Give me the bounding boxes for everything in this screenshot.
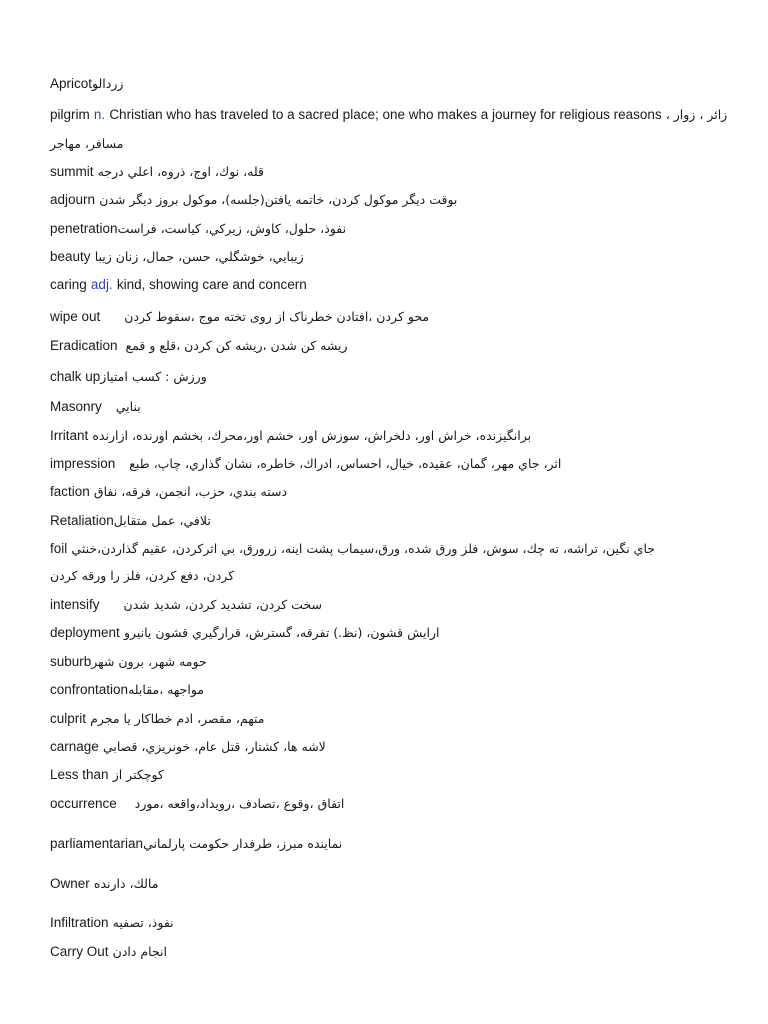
term: suburb (50, 654, 92, 669)
term: caring (50, 277, 87, 292)
term: carnage (50, 739, 99, 754)
entry-suburb (50, 654, 207, 671)
term: Carry Out (50, 944, 109, 959)
entry-carnage (50, 739, 326, 756)
translation: جاي نگين، تراشه، ته چك، سوش، فلز ورق شده، ورق،سيماب پشت اينه، زرورق، بي اثركردن، عقيم گذاردن،خنثي (71, 541, 655, 556)
term: adjourn (50, 192, 96, 207)
translation: نفوذ، حلول، كاوش، زيركي، كياست، فراست (117, 221, 347, 236)
entry-adjourn (50, 192, 457, 209)
term: beauty (50, 249, 91, 264)
translation: مواجهه ،مقابله (128, 682, 205, 697)
translation: نفوذ، تصفيه (112, 915, 174, 930)
translation: متهم، مقصر، ادم خطاكار يا مجرم (90, 711, 265, 726)
entry-intensify (50, 597, 322, 614)
entry-parliamentarian (50, 836, 342, 853)
translation: ورزش : كسب امتياز (100, 369, 207, 384)
term: chalk up (50, 369, 101, 384)
entry-culprit (50, 711, 264, 728)
term: intensify (50, 597, 100, 612)
entry-caring (50, 277, 307, 294)
entry-less-than (50, 767, 164, 784)
part-of-speech: n. (93, 107, 106, 122)
term: Eradication (50, 338, 118, 353)
term: occurrence (50, 796, 117, 811)
entry-pilgrim (50, 107, 727, 124)
entry-masonry (50, 399, 141, 416)
translation: دسته بندي، حزب، انجمن، فرقه، نفاق (93, 484, 288, 499)
translation: اثر، جاي مهر، گمان، عقيده، خيال، احساس، ادراك، خاطره، نشان گذاري، چاپ، طبع (129, 456, 562, 471)
term: Retaliation (50, 513, 114, 528)
translation: محو كردن ،افتادن خطرناک از روی تخته موج ،سقوط كردن (124, 309, 430, 324)
translation: ريشه كن شدن ،ريشه كن كردن ،قلع و قمع (125, 338, 348, 353)
translation: ارايش قشون، (نظ.) تفرقه، گسترش، قرارگيري قشون يانيرو (123, 625, 440, 640)
entry-wipe-out (50, 309, 429, 326)
entry-summit (50, 164, 264, 181)
entry-infiltration (50, 915, 174, 932)
entry-faction (50, 484, 287, 501)
entry-beauty (50, 249, 304, 266)
translation: تلافي، عمل متقابل (113, 513, 211, 528)
entry-irritant (50, 428, 531, 445)
definition: Christian who has traveled to a sacred place; one who makes a journey for religious reasons (109, 107, 662, 122)
entry-deployment (50, 625, 440, 642)
term: penetration (50, 221, 118, 236)
translation: بوقت ديگر موكول كردن، خاتمه يافتن(جلسه)، موكول بروز ديگر شدن (99, 192, 458, 207)
term: Irritant (50, 428, 89, 443)
entry-occurrence (50, 796, 344, 813)
translation: زائر ، زوار ، (665, 107, 728, 122)
term: Masonry (50, 399, 102, 414)
translation: مالك، دارنده (93, 876, 159, 891)
term: culprit (50, 711, 87, 726)
definition: kind, showing care and concern (116, 277, 307, 292)
translation: بنايي (115, 399, 141, 414)
translation: برانگيزنده، خراش اور، دلخراش، سوزش اور، خشم اور،محرك، بخشم اورنده، ازارنده (92, 428, 532, 443)
term: impression (50, 456, 116, 471)
term: Apricot (50, 76, 93, 91)
entry-carry-out (50, 944, 167, 961)
entry-eradication (50, 338, 348, 355)
entry-owner (50, 876, 158, 893)
term: faction (50, 484, 90, 499)
translation: حومه شهر، برون شهر (91, 654, 207, 669)
term: foil (50, 541, 68, 556)
entry-chalk-up (50, 369, 207, 386)
term: Less than (50, 767, 109, 782)
entry-foil-cont (50, 568, 234, 585)
term: pilgrim (50, 107, 90, 122)
entry-pilgrim-cont (50, 136, 123, 153)
translation: سخت كردن، تشديد كردن، شديد شدن (123, 597, 322, 612)
translation: قله، نوك، اوج، ذروه، اعلي درجه (97, 164, 264, 179)
term: summit (50, 164, 94, 179)
translation: انجام دادن (112, 944, 167, 959)
translation: اتفاق ،وقوع ،تصادف ،رويداد،واقعه ،مورد (134, 796, 345, 811)
translation-continued: مسافر، مهاجر (50, 136, 124, 151)
translation: زردالو (92, 76, 124, 91)
entry-impression (50, 456, 561, 473)
term: wipe out (50, 309, 101, 324)
term: Infiltration (50, 915, 109, 930)
entry-foil (50, 541, 655, 558)
term: Owner (50, 876, 90, 891)
term: parliamentarian (50, 836, 144, 851)
translation-continued: كردن، دفع كردن، فلز را ورقه كردن (50, 568, 235, 583)
entry-apricot (50, 76, 123, 93)
translation: كوچكتر از (112, 767, 164, 782)
term: deployment (50, 625, 120, 640)
part-of-speech: adj. (90, 277, 113, 292)
translation: زيبايي، خوشگلي، حسن، جمال، زنان زيبا (94, 249, 304, 264)
entry-retaliation (50, 513, 211, 530)
term: confrontation (50, 682, 129, 697)
entry-confrontation (50, 682, 204, 699)
translation: نماينده مبرز، طرفدار حكومت پارلماني (143, 836, 343, 851)
entry-penetration (50, 221, 346, 238)
translation: لاشه ها، كشتار، قتل عام، خونريزي، قصابي (102, 739, 326, 754)
